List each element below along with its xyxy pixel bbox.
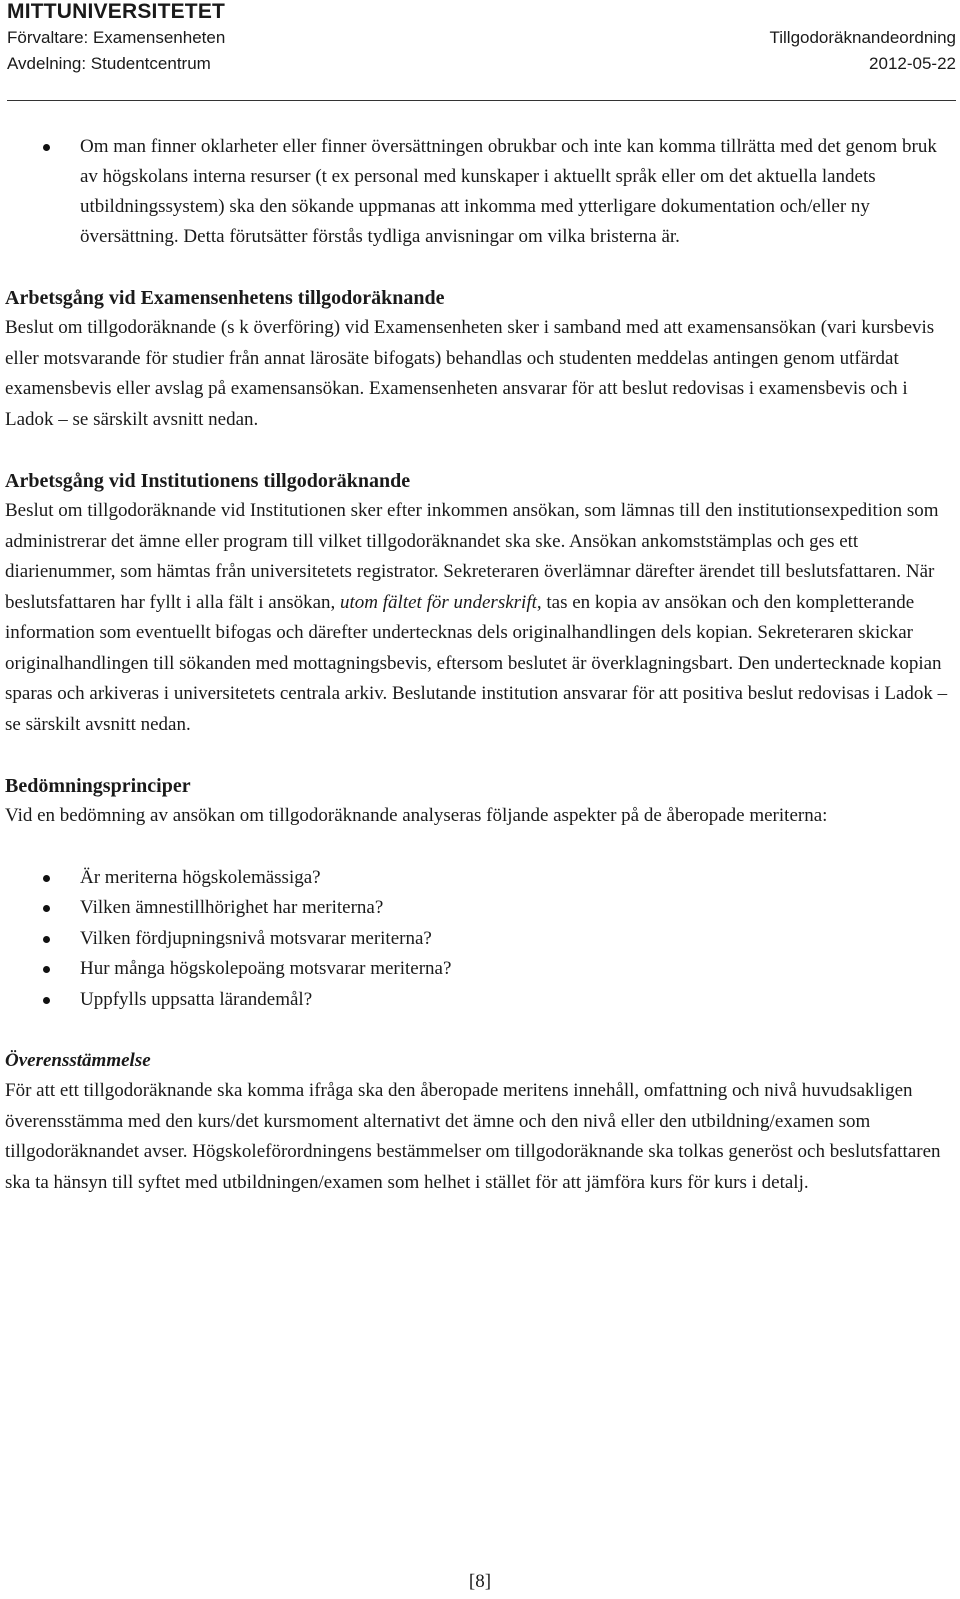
document-name: Tillgodoräknandeordning	[769, 28, 956, 47]
section-title-institutionen: Arbetsgång vid Institutionens tillgodoräknande	[5, 470, 411, 492]
list-item: Hur många högskolepoäng motsvarar meriterna?	[5, 954, 950, 985]
body-italic-note: utom fältet för underskrift	[340, 591, 537, 613]
body-part-b: , tas en kopia av ansökan och den kompletterande information som eventuellt bifogas och därefter undertecknas dels originalhandlingen dels kopian. Sekreteraren skickar originalhandlingen till sökanden med mottagningsbevis, eftersom beslutet är överklagningsbart. Den undertecknade kopian sparas och arkiveras i universitetets centrala arkiv. Beslutande institution ansvarar för att positiva beslut redovisas i Ladok – se särskilt avsnitt nedan.	[5, 591, 948, 735]
document-body	[5, 132, 950, 1198]
document-date: 2012-05-22	[869, 54, 956, 73]
list-item: Är meriterna högskolemässiga?	[5, 863, 950, 894]
administrator-label: Förvaltare: Examensenheten	[7, 28, 226, 47]
section-body-bedomningsprinciper: Vid en bedömning av ansökan om tillgodoräknande analyseras följande aspekter på de åberopade meriterna:	[5, 805, 828, 826]
criteria-list	[5, 863, 950, 1016]
organization-name: MITTUNIVERSITETET	[7, 0, 226, 23]
page-number: [8]	[468, 1571, 492, 1592]
body-part-a: Beslut om tillgodoräknande vid Institutionen sker efter inkommen ansökan, som lämnas till den institutionsexpedition som administrerar det ämne eller program till vilket tillgodoräknandet ska ske. Ansökan ankomststämplas och ges ett diarienummer, som hämtas från universitetets registrator. Sekreteraren överlämnar därefter ärendet till beslutsfattaren. När beslutsfattaren har fyllt i alla fält i ansökan,	[5, 500, 939, 613]
intro-list	[5, 132, 950, 252]
section-body-overensstammelse: För att ett tillgodoräknande ska komma ifråga ska den åberopade meritens innehåll, omfattning och nivå huvudsakligen överensstämma med den kurs/det kursmoment alternativt det ämne och den nivå eller den utbildning/examen som tillgodoräknandet avser. Högskoleförordningens bestämmelser om tillgodoräknande ska tolkas generöst och beslutsfattaren ska ta hänsyn till syftet med utbildningen/examen som helhet i stället för att jämföra kurs för kurs i detalj.	[5, 1080, 941, 1193]
section-title-bedomningsprinciper: Bedömningsprinciper	[5, 775, 191, 797]
intro-bullet: Om man finner oklarheter eller finner översättningen obrukbar och inte kan komma tillrätta med det genom bruk av högskolans interna resurser (t ex personal med kunskaper i aktuellt språk eller om det aktuella landets utbildningssystem) ska den sökande uppmanas att inkomma med ytterligare dokumentation och/eller ny översättning. Detta förutsätter förstås tydliga anvisningar om vilka bristerna är.	[5, 132, 950, 252]
section-body-institutionen	[5, 496, 950, 740]
list-item: Vilken ämnestillhörighet har meriterna?	[5, 893, 950, 924]
list-item: Uppfylls uppsatta lärandemål?	[5, 985, 950, 1016]
section-title-examensenheten: Arbetsgång vid Examensenhetens tillgodoräknande	[5, 287, 445, 309]
section-title-overensstammelse: Överensstämmelse	[5, 1050, 151, 1071]
page-header	[7, 0, 956, 101]
section-body-examensenheten: Beslut om tillgodoräknande (s k överföring) vid Examensenheten sker i samband med att examensansökan (vari kursbevis eller motsvarande för studier från annat lärosäte bifogats) behandlas och studenten meddelas antingen genom utfärdat examensbevis eller avslag på examensansökan. Examensenheten ansvarar för att beslut redovisas i examensbevis och i Ladok – se särskilt avsnitt nedan.	[5, 317, 935, 430]
list-item: Vilken fördjupningsnivå motsvarar meriterna?	[5, 924, 950, 955]
department-label: Avdelning: Studentcentrum	[7, 54, 211, 73]
